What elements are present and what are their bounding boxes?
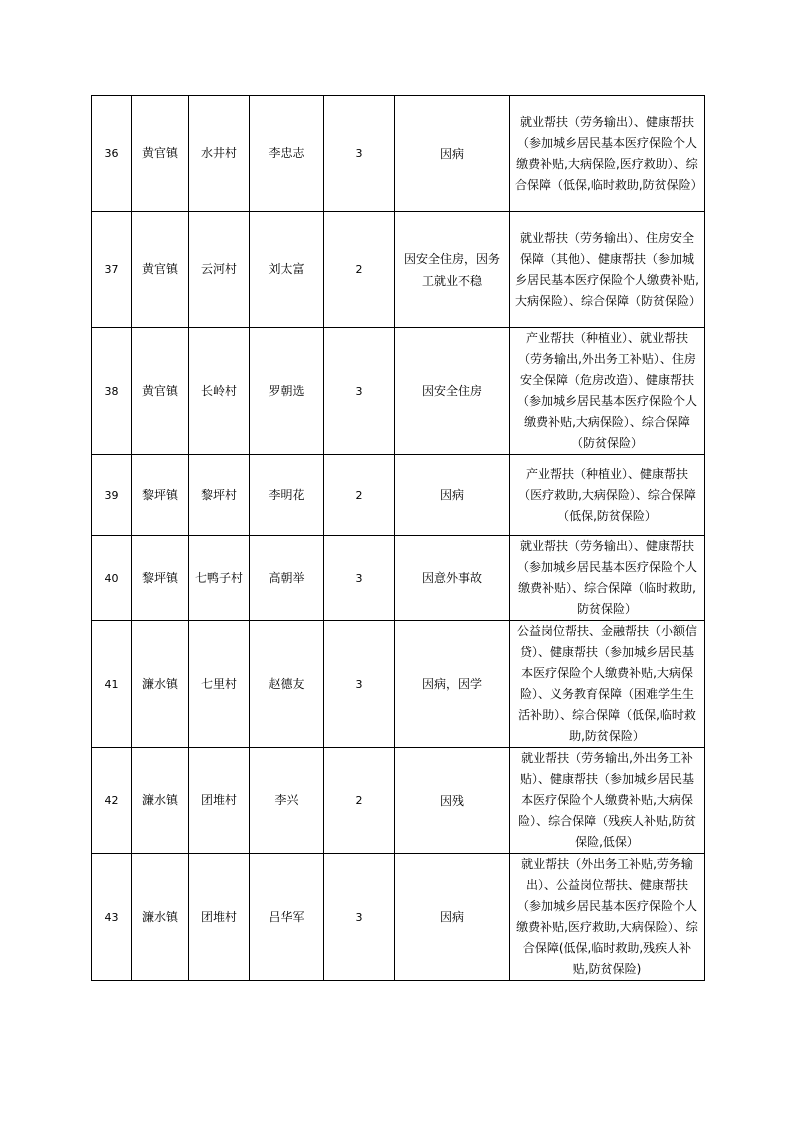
name-cell: 刘太富 (250, 212, 324, 328)
poverty-reason-cell: 因安全住房 (395, 328, 510, 455)
name-cell: 李兴 (250, 748, 324, 854)
row-number: 39 (92, 455, 132, 536)
row-number: 36 (92, 96, 132, 212)
row-number: 37 (92, 212, 132, 328)
village-cell: 团堆村 (189, 854, 250, 981)
town-cell: 黎坪镇 (132, 455, 189, 536)
aid-measures-cell: 产业帮扶（种植业）、就业帮扶（劳务输出,外出务工补贴）、住房安全保障（危房改造）、健康帮扶（参加城乡居民基本医疗保险个人缴费补贴,大病保险）、综合保障（防贫保险） (510, 328, 705, 455)
name-cell: 吕华军 (250, 854, 324, 981)
household-count-cell: 3 (324, 621, 395, 748)
name-cell: 李明花 (250, 455, 324, 536)
table-row (92, 455, 705, 536)
poverty-reason-cell: 因病 (395, 854, 510, 981)
town-cell: 黄官镇 (132, 328, 189, 455)
village-cell: 七鸭子村 (189, 536, 250, 621)
aid-measures-cell: 就业帮扶（劳务输出）、健康帮扶（参加城乡居民基本医疗保险个人缴费补贴）、综合保障（临时救助,防贫保险） (510, 536, 705, 621)
name-cell: 赵德友 (250, 621, 324, 748)
aid-measures-cell: 就业帮扶（劳务输出）、健康帮扶（参加城乡居民基本医疗保险个人缴费补贴,大病保险,医疗救助）、综合保障（低保,临时救助,防贫保险） (510, 96, 705, 212)
poverty-reason-cell: 因病，因学 (395, 621, 510, 748)
village-cell: 水井村 (189, 96, 250, 212)
village-cell: 云河村 (189, 212, 250, 328)
household-count-cell: 3 (324, 536, 395, 621)
household-count-cell: 2 (324, 455, 395, 536)
table-row (92, 748, 705, 854)
aid-measures-cell: 产业帮扶（种植业）、健康帮扶（医疗救助,大病保险）、综合保障（低保,防贫保险） (510, 455, 705, 536)
household-count-cell: 2 (324, 748, 395, 854)
aid-measures-cell: 公益岗位帮扶、金融帮扶（小额信贷）、健康帮扶（参加城乡居民基本医疗保险个人缴费补贴,大病保险）、义务教育保障（困难学生生活补助）、综合保障（低保,临时救助,防贫保险） (510, 621, 705, 748)
row-number: 41 (92, 621, 132, 748)
table-row (92, 328, 705, 455)
aid-measures-cell: 就业帮扶（外出务工补贴,劳务输出）、公益岗位帮扶、健康帮扶（参加城乡居民基本医疗保险个人缴费补贴,医疗救助,大病保险）、综合保障(低保,临时救助,残疾人补贴,防贫保险) (510, 854, 705, 981)
town-cell: 濂水镇 (132, 748, 189, 854)
aid-measures-cell: 就业帮扶（劳务输出,外出务工补贴）、健康帮扶（参加城乡居民基本医疗保险个人缴费补贴,大病保险）、综合保障（残疾人补贴,防贫保险,低保） (510, 748, 705, 854)
household-count-cell: 3 (324, 854, 395, 981)
town-cell: 黎坪镇 (132, 536, 189, 621)
name-cell: 高朝举 (250, 536, 324, 621)
poverty-reason-cell: 因意外事故 (395, 536, 510, 621)
table-row (92, 96, 705, 212)
town-cell: 濂水镇 (132, 621, 189, 748)
name-cell: 李忠志 (250, 96, 324, 212)
household-count-cell: 3 (324, 328, 395, 455)
row-number: 40 (92, 536, 132, 621)
aid-measures-cell: 就业帮扶（劳务输出）、住房安全保障（其他）、健康帮扶（参加城乡居民基本医疗保险个人缴费补贴,大病保险）、综合保障（防贫保险） (510, 212, 705, 328)
table-row (92, 212, 705, 328)
poverty-reason-cell: 因病 (395, 96, 510, 212)
row-number: 42 (92, 748, 132, 854)
table-row (92, 621, 705, 748)
town-cell: 黄官镇 (132, 212, 189, 328)
name-cell: 罗朝选 (250, 328, 324, 455)
household-count-cell: 2 (324, 212, 395, 328)
village-cell: 黎坪村 (189, 455, 250, 536)
table-row (92, 854, 705, 981)
row-number: 38 (92, 328, 132, 455)
town-cell: 濂水镇 (132, 854, 189, 981)
household-count-cell: 3 (324, 96, 395, 212)
poverty-reason-cell: 因残 (395, 748, 510, 854)
poverty-reason-cell: 因病 (395, 455, 510, 536)
village-cell: 长岭村 (189, 328, 250, 455)
village-cell: 团堆村 (189, 748, 250, 854)
poverty-reason-cell: 因安全住房，因务工就业不稳 (395, 212, 510, 328)
row-number: 43 (92, 854, 132, 981)
town-cell: 黄官镇 (132, 96, 189, 212)
village-cell: 七里村 (189, 621, 250, 748)
table-row (92, 536, 705, 621)
poverty-aid-table (91, 95, 705, 981)
